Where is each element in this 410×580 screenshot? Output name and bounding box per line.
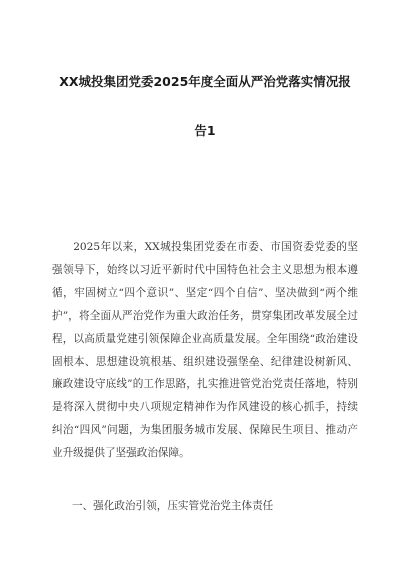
section-heading: 一、强化政治引领，压实管党治党主体责任 — [72, 500, 274, 512]
body-paragraph: 2025年以来，XX城投集团党委在市委、市国资委党委的坚强领导下，始终以习近平新时代中国特色社会主义思想为根本遵循，牢固树立“四个意识”、坚定“四个自信”、坚决做到“两个维护”，将全面从严治党作为重大政治任务，贯穿集团改革发展全过程，以高质量党建引领保障企业高质量发展。全年围绕“政治建设固根本、思想建设筑根基、组织建设强堡垒、纪律建设树新风、廉政建设守底线”的工作思路，扎实推进管党治党责任落地，特别是将深入贯彻中央八项规定精神作为作风建设的核心抓手，持续纠治“四风”问题，为集团服务城市发展、保障民生项目、推动产业升级提供了坚强政治保障。 — [52, 241, 358, 460]
document-title-line-2: 告1 — [194, 123, 216, 138]
document-title-line-1: XX城投集团党委2025年度全面从严治党落实情况报 — [59, 74, 351, 89]
